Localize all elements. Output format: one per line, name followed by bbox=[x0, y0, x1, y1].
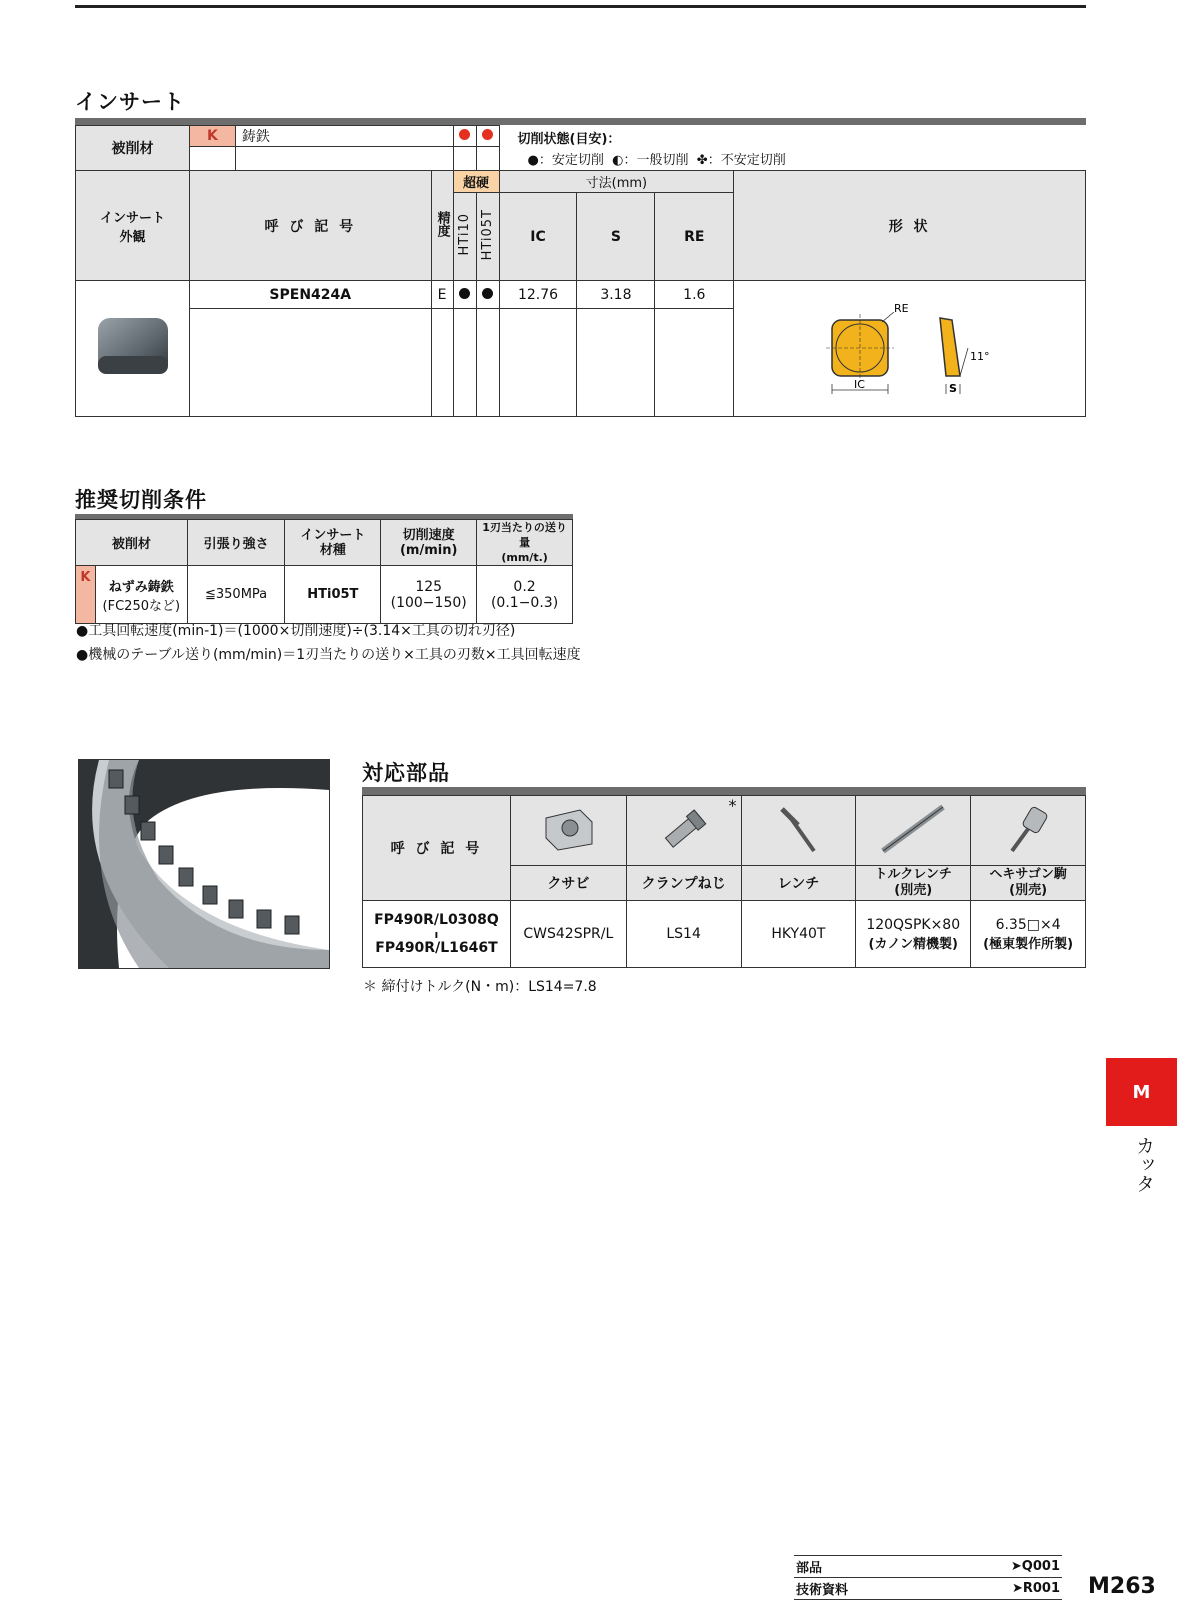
s-label: S bbox=[577, 193, 655, 281]
shape-label: 形 状 bbox=[734, 171, 1086, 281]
footer-r1-ref[interactable]: ➤Q001 bbox=[932, 1556, 1062, 1578]
val-screw: LS14 bbox=[626, 901, 741, 968]
footer-refs bbox=[794, 1555, 1062, 1600]
rec-note2: ●機械のテーブル送り(mm/min)＝1刃当たりの送り×工具の刃数×工具回転速度 bbox=[76, 647, 581, 663]
dim-label: 寸法(mm) bbox=[499, 171, 734, 193]
row-code: SPEN424A bbox=[189, 281, 431, 309]
rec-h-speed: 切削速度 (m/min) bbox=[381, 520, 477, 566]
grade2-label: HTi05T bbox=[476, 193, 499, 281]
re-label: RE bbox=[655, 193, 734, 281]
val-hex: 6.35□×4 (極東製作所製) bbox=[971, 901, 1086, 968]
torque-wrench-icon bbox=[873, 799, 953, 859]
hex-bit-icon bbox=[998, 799, 1058, 859]
col-wrench: レンチ bbox=[741, 866, 856, 901]
wrench-image bbox=[741, 796, 856, 866]
footer-r2-label: 技術資料 bbox=[794, 1578, 932, 1600]
torque-wrench-image bbox=[856, 796, 971, 866]
unstable-icon: ✤ bbox=[696, 152, 708, 168]
recommend-table bbox=[75, 519, 573, 624]
cond-legend bbox=[499, 126, 1085, 171]
insert-photo-icon bbox=[90, 312, 174, 382]
appearance-label: インサート 外観 bbox=[76, 171, 190, 281]
row-precision: E bbox=[431, 281, 453, 309]
row-s: 3.18 bbox=[577, 281, 655, 309]
stable-icon: ● bbox=[527, 152, 539, 168]
parts-title: 対応部品 bbox=[362, 761, 450, 785]
material-label: 被削材 bbox=[76, 126, 190, 171]
shape-drawing bbox=[734, 281, 1086, 417]
val-wrench: HKY40T bbox=[741, 901, 856, 968]
carbide-label: 超硬 bbox=[453, 171, 499, 193]
cond-unstable: ：不安定切削 bbox=[707, 152, 786, 168]
page-number: M263 bbox=[1088, 1574, 1156, 1599]
section-tab-label: カッタ bbox=[1133, 1136, 1155, 1193]
screw-asterisk: * bbox=[728, 796, 737, 815]
row-re: 1.6 bbox=[655, 281, 734, 309]
cond-title: 切削状態(目安)： bbox=[517, 131, 621, 147]
screw-image bbox=[626, 796, 741, 866]
ic-mark: IC bbox=[853, 377, 865, 391]
cutter-photo-icon bbox=[79, 760, 329, 968]
wrench-icon bbox=[768, 799, 828, 859]
rec-h-feed: 1刃当たりの送り量 (mm/t.) bbox=[477, 520, 573, 566]
val-wedge: CWS42SPR/L bbox=[510, 901, 626, 968]
footer-r1-label: 部品 bbox=[794, 1556, 932, 1578]
val-torque: 120QSPK×80 (カノン精機製) bbox=[856, 901, 971, 968]
rec-tensile: ≦350MPa bbox=[187, 566, 285, 624]
rec-feed: 0.2 (0.1−0.3) bbox=[477, 566, 573, 624]
parts-code-label: 呼 び 記 号 bbox=[363, 796, 511, 901]
rec-grade: HTi05T bbox=[285, 566, 381, 624]
hex-bit-image bbox=[971, 796, 1086, 866]
code-label: 呼 び 記 号 bbox=[189, 171, 431, 281]
parts-code: FP490R/L0308Q ı FP490R/L1646T bbox=[363, 901, 511, 968]
parts-band bbox=[362, 787, 1086, 795]
footer-r2-ref[interactable]: ➤R001 bbox=[932, 1578, 1062, 1600]
col-hex: ヘキサゴン駒 (別売) bbox=[971, 866, 1086, 901]
ic-label: IC bbox=[499, 193, 577, 281]
general-icon: ◐ bbox=[612, 152, 624, 168]
insert-drawing-icon bbox=[810, 292, 1010, 402]
wedge-icon bbox=[538, 804, 598, 854]
rec-material: ねずみ鋳鉄 (FC250など) bbox=[95, 566, 187, 624]
rec-h-tensile: 引張り強さ bbox=[187, 520, 285, 566]
col-screw: クランプねじ bbox=[626, 866, 741, 901]
parts-table bbox=[362, 795, 1086, 968]
rec-speed: 125 (100−150) bbox=[381, 566, 477, 624]
precision-label: 精度 bbox=[431, 171, 453, 281]
insert-title: インサート bbox=[75, 90, 185, 114]
rec-k: K bbox=[76, 566, 96, 624]
material-code: K bbox=[189, 126, 235, 147]
wedge-image bbox=[510, 796, 626, 866]
recommend-title: 推奨切削条件 bbox=[75, 488, 207, 512]
stable-symbol bbox=[476, 126, 499, 147]
row-grade1 bbox=[453, 281, 476, 309]
s-mark: S bbox=[948, 381, 957, 395]
insert-photo bbox=[76, 281, 190, 417]
col-torque: トルクレンチ (別売) bbox=[856, 866, 971, 901]
section-tab[interactable]: M bbox=[1106, 1058, 1177, 1126]
insert-table bbox=[75, 125, 1086, 417]
top-rule bbox=[75, 5, 1086, 8]
rec-h-grade: インサート 材種 bbox=[285, 520, 381, 566]
col-wedge: クサビ bbox=[510, 866, 626, 901]
rec-note1: ●工具回転速度(min-1)＝(1000×切削速度)÷(3.14×工具の切れ刃径) bbox=[76, 623, 516, 639]
cond-general: ：一般切削 bbox=[623, 152, 689, 168]
cond-stable: ：安定切削 bbox=[538, 152, 604, 168]
rec-h-material: 被削材 bbox=[76, 520, 188, 566]
angle-mark: 11° bbox=[969, 349, 990, 363]
clamp-screw-icon bbox=[654, 804, 714, 854]
material-name: 鋳鉄 bbox=[235, 126, 453, 147]
general-symbol bbox=[453, 126, 476, 147]
re-mark: RE bbox=[893, 301, 909, 315]
grade1-label: HTi10 bbox=[453, 193, 476, 281]
cutter-photo bbox=[78, 759, 330, 969]
parts-note: ＊ 締付けトルク(N・m)：LS14=7.8 bbox=[363, 979, 597, 995]
row-ic: 12.76 bbox=[499, 281, 577, 309]
row-grade2 bbox=[476, 281, 499, 309]
insert-band bbox=[75, 118, 1086, 125]
